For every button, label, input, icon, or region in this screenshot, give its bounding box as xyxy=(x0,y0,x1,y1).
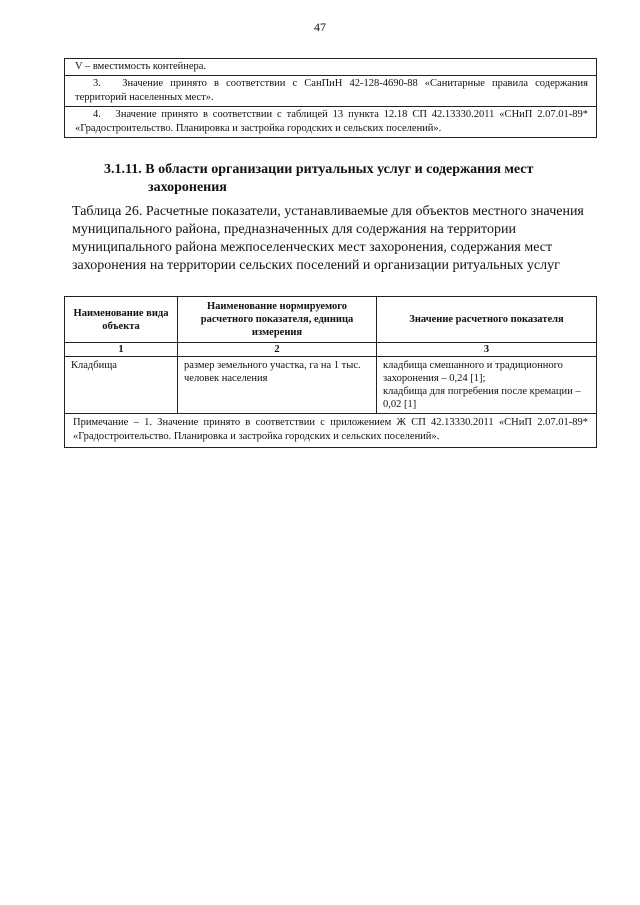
section-heading xyxy=(104,161,584,197)
section-title-line2: захоронения xyxy=(148,180,227,195)
section-number: 3.1.11. xyxy=(104,162,142,177)
header-value: Значение расчетного показателя xyxy=(377,297,597,343)
note-item: 3. Значение принято в соответствии с СанПиН 42-128-4690-88 «Санитарные правила содержания территорий населенных мест». xyxy=(65,76,597,107)
header-indicator: Наименование нормируемого расчетного показателя, единица измерения xyxy=(178,297,377,343)
table-row xyxy=(65,76,597,107)
header-object-type: Наименование вида объекта xyxy=(65,297,178,343)
page-number: 47 xyxy=(314,20,326,34)
table-caption: Таблица 26. Расчетные показатели, устанавливаемые для объектов местного значения муниципального района, предназначенных для содержания на территории муниципального района межпоселенческих мест захоронения, содержания мест захоронения на территории сельских поселений и организации ритуальных услуг xyxy=(72,204,584,273)
table-row xyxy=(65,107,597,138)
value-line: кладбища для погребения после кремации – 0,02 [1] xyxy=(383,386,581,410)
notes-table-continuation xyxy=(64,58,597,138)
column-numbers-row xyxy=(65,343,597,357)
table-header-row xyxy=(65,297,597,343)
table-note: Примечание – 1. Значение принято в соответствии с приложением Ж СП 42.13330.2011 «СНиП 2.07.01-89* «Градостроительство. Планировка и застройка городских и сельских поселений». xyxy=(65,414,597,448)
table-row xyxy=(65,59,597,76)
indicators-table xyxy=(64,296,597,448)
column-number: 2 xyxy=(178,343,377,357)
cell-indicator: размер земельного участка, га на 1 тыс. человек населения xyxy=(178,357,377,414)
column-number: 1 xyxy=(65,343,178,357)
cell-object: Кладбища xyxy=(65,357,178,414)
value-line: кладбища смешанного и традиционного захоронения – 0,24 [1]; xyxy=(383,360,563,384)
note-item: V – вместимость контейнера. xyxy=(65,59,597,76)
column-number: 3 xyxy=(377,343,597,357)
cell-value xyxy=(377,357,597,414)
table-note-row xyxy=(65,414,597,448)
note-item: 4. Значение принято в соответствии с таблицей 13 пункта 12.18 СП 42.13330.2011 «СНиП 2.07.01-89* «Градостроительство. Планировка и застройка городских и сельских поселений». xyxy=(75,109,588,134)
table-row xyxy=(65,357,597,414)
section-title-line1: В области организации ритуальных услуг и содержания мест xyxy=(145,162,534,177)
